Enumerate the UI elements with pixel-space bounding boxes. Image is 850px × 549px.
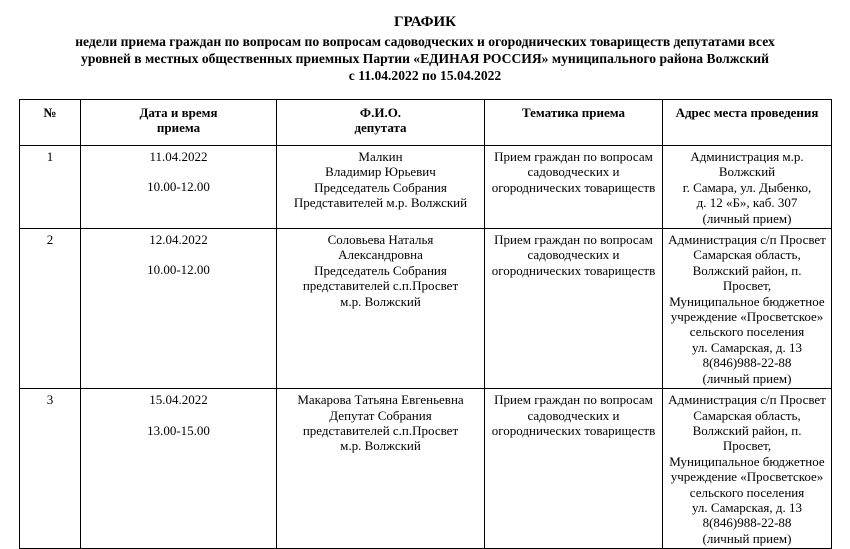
row-date: 12.04.2022 [149, 232, 208, 248]
row-time: 13.00-15.00 [147, 422, 210, 438]
header-address: Адрес места проведения [663, 100, 832, 146]
header-deputy-name: Ф.И.О. депутата [277, 100, 485, 146]
row-address: Администрация м.р. Волжский г. Самара, ул. Дыбенко, д. 12 «Б», каб. 307 (личный прием) [663, 146, 832, 229]
row-topic: Прием граждан по вопросам садоводческих и огороднических товариществ [485, 229, 663, 389]
row-date: 15.04.2022 [149, 392, 208, 408]
table-header-row [20, 100, 832, 146]
row-number: 3 [20, 389, 81, 549]
subtitle-line-2: уровней в местных общественных приемных Партии «ЕДИНАЯ РОССИЯ» муниципального района Волжский [81, 51, 769, 66]
header-datetime: Дата и время приема [81, 100, 277, 146]
row-number: 1 [20, 146, 81, 229]
row-address: Администрация с/п Просвет Самарская область, Волжский район, п. Просвет, Муниципальное бюджетное учреждение «Просветское» сельского поселения ул. Самарская, д. 13 8(846)988-22-88 (личный прием) [663, 229, 832, 389]
table-row [20, 389, 832, 549]
row-deputy: Макарова Татьяна Евгеньевна Депутат Собрания представителей с.п.Просвет м.р. Волжский [277, 389, 485, 549]
table-row [20, 229, 832, 389]
row-topic: Прием граждан по вопросам садоводческих и огороднических товариществ [485, 389, 663, 549]
subtitle-date-range: с 11.04.2022 по 15.04.2022 [348, 68, 502, 83]
row-deputy: Малкин Владимир Юрьевич Председатель Собрания Представителей м.р. Волжский [277, 146, 485, 229]
row-datetime [81, 146, 277, 229]
table-row [20, 146, 832, 229]
document-title: ГРАФИК [393, 14, 457, 30]
row-datetime [81, 389, 277, 549]
header-number: № [20, 100, 81, 146]
row-address: Администрация с/п Просвет Самарская область, Волжский район, п. Просвет, Муниципальное бюджетное учреждение «Просветское» сельского поселения ул. Самарская, д. 13 8(846)988-22-88 (личный прием) [663, 389, 832, 549]
header-topic: Тематика приема [485, 100, 663, 146]
row-number: 2 [20, 229, 81, 389]
row-topic: Прием граждан по вопросам садоводческих и огороднических товариществ [485, 146, 663, 229]
row-deputy: Соловьева Наталья Александровна Председатель Собрания представителей с.п.Просвет м.р. Волжский [277, 229, 485, 389]
subtitle-line-1: недели приема граждан по вопросам по вопросам садоводческих и огороднических товариществ депутатами всех [75, 34, 775, 49]
row-datetime [81, 229, 277, 389]
schedule-table [19, 99, 832, 549]
row-time: 10.00-12.00 [147, 179, 210, 195]
row-time: 10.00-12.00 [147, 262, 210, 278]
row-date: 11.04.2022 [149, 149, 208, 164]
